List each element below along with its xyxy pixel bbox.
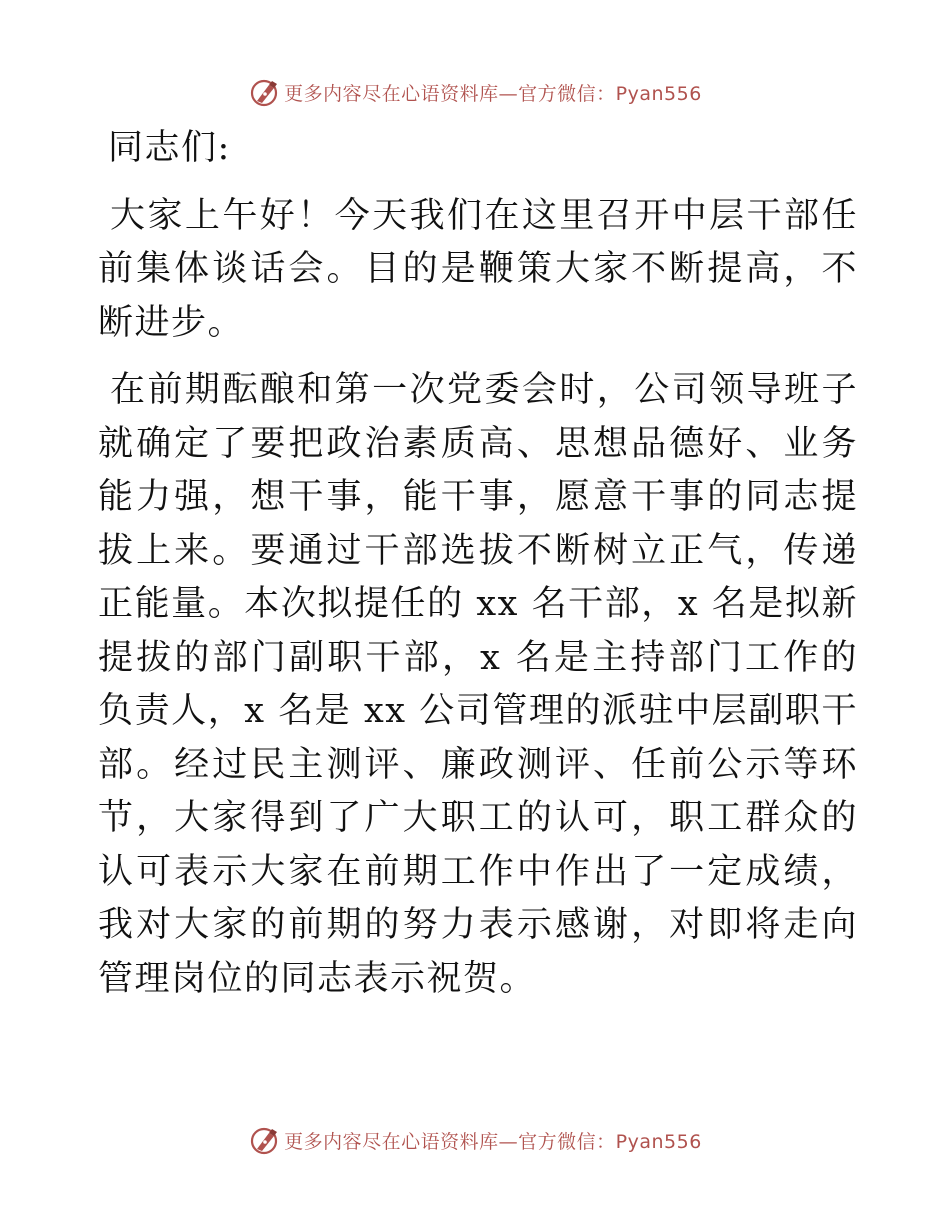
footer-text: 更多内容尽在心语资料库—官方微信：Pyan556 — [284, 1130, 702, 1153]
letter-body — [98, 122, 858, 1020]
header-wechat-id: Pyan556 — [615, 82, 702, 105]
pen-nib-logo-icon — [248, 1124, 280, 1156]
paragraph-2: 在前期酝酿和第一次党委会时，公司领导班子就确定了要把政治素质高、思想品德好、业务能力强，想干事，能干事，愿意干事的同志提拔上来。要通过干部选拔不断树立正气，传递正能量。本次拟提任的 xx 名干部，x 名是拟新提拔的部门副职干部，x 名是主持部门工作的负责人，x 名是 xx 公司管理的派驻中层副职干部。经过民主测评、廉政测评、任前公示等环节，大家得到了广大职工的认可，职工群众的认可表示大家在前期工作中作出了一定成绩，我对大家的前期的努力表示感谢，对即将走向管理岗位的同志表示祝贺。 — [98, 370, 858, 999]
greeting: 同志们: — [108, 128, 231, 168]
paragraph-1: 大家上午好！今天我们在这里召开中层干部任前集体谈话会。目的是鞭策大家不断提高，不断进步。 — [98, 195, 858, 343]
header-banner — [0, 72, 950, 112]
header-text: 更多内容尽在心语资料库—官方微信：Pyan556 — [284, 82, 702, 105]
footer-banner — [0, 1120, 950, 1160]
footer-wechat-id: Pyan556 — [615, 1130, 702, 1153]
pen-nib-logo-icon — [248, 76, 280, 108]
